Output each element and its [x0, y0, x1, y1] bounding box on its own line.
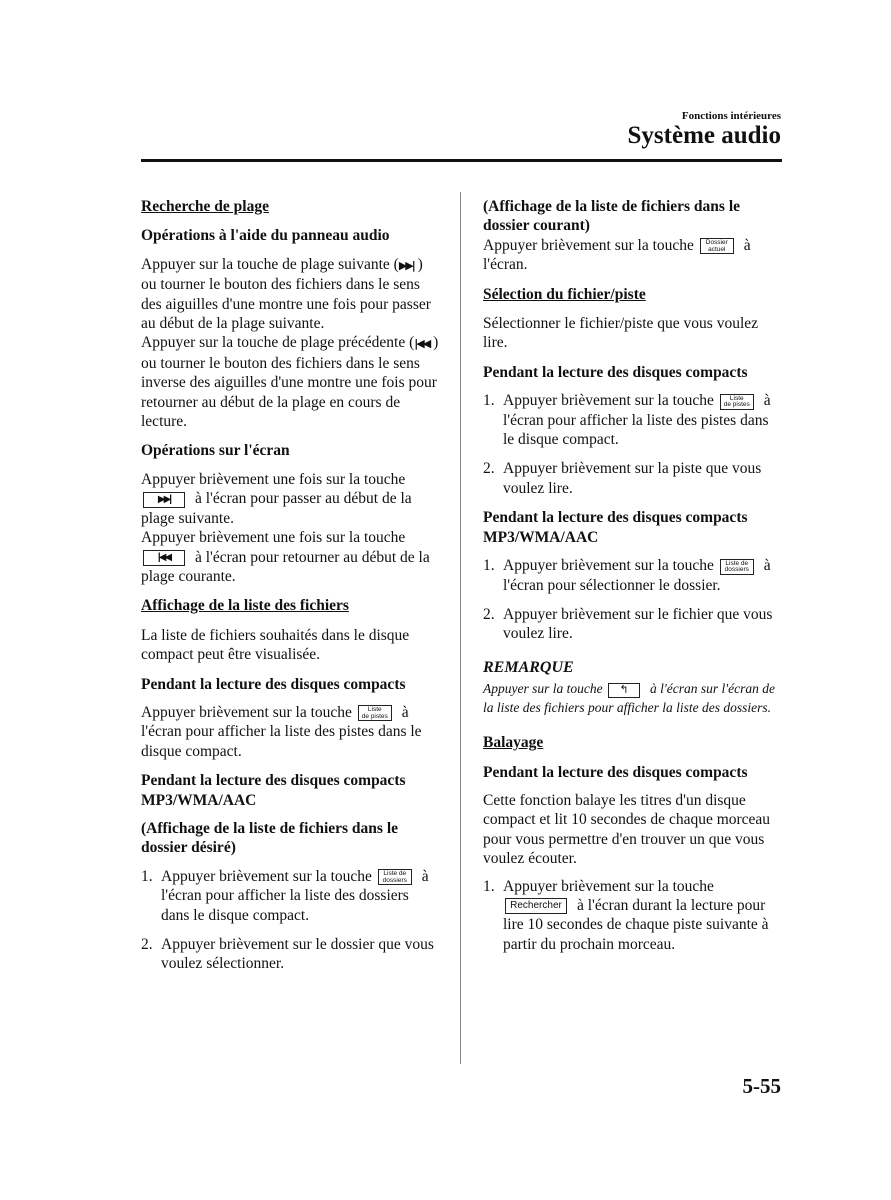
heading-during-mp3-right: Pendant la lecture des disques compacts MP3/WMA/AAC — [483, 509, 748, 546]
next-track-icon: ▶▶| — [398, 258, 414, 272]
text-screen-next-b: à l'écran pour passer au début de la plage suivante. — [141, 490, 412, 527]
text-prev-b: ) ou tourner le bouton des fichiers dans le sens inverse des aiguilles d'une montre une fois pour retourner au début de la plage en cours de lecture. — [141, 334, 439, 431]
heading-panel-operations: Opérations à l'aide du panneau audio — [141, 227, 390, 245]
text-cd-a: Appuyer brièvement sur la touche — [141, 703, 352, 721]
heading-select: Sélection du fichier/piste — [483, 285, 646, 303]
header-rule — [141, 159, 782, 162]
page-title: Système audio — [627, 122, 781, 149]
list-item: 1. Appuyer brièvement sur la touche Liste de dossiers à l'écran pour afficher la liste des dossiers dans le disque compact. — [141, 867, 429, 924]
text-screen-prev-b: à l'écran pour retourner au début de la plage courante. — [141, 548, 430, 585]
text-next-a: Appuyer sur la touche de plage suivante ( — [141, 255, 399, 273]
text-screen-prev-a: Appuyer brièvement une fois sur la touche — [141, 529, 406, 547]
heading-during-cd-right: Pendant la lecture des disques compacts — [483, 363, 748, 381]
text-screen-next-a: Appuyer brièvement une fois sur la touche — [141, 470, 406, 488]
text-next-b: ) ou tourner le bouton des fichiers dans le sens des aiguilles d'une montre une fois pour passer au début de la plage suivante. — [141, 255, 431, 333]
prev-track-key-icon: |◀◀ — [143, 550, 185, 566]
list-item: 1. Appuyer brièvement sur la touche Liste de pistes à l'écran pour afficher la liste des pistes dans le disque compact. — [483, 392, 771, 449]
heading-track-search: Recherche de plage — [141, 198, 269, 215]
list-item: 2. Appuyer brièvement sur le fichier que vous voulez lire. — [483, 605, 773, 643]
heading-scan: Balayage — [483, 734, 544, 752]
text-cd-b: à l'écran pour afficher la liste des pistes dans le disque compact. — [141, 703, 422, 760]
paragraph-screen-prev — [141, 528, 441, 586]
paragraph-file-list: La liste de fichiers souhaités dans le disque compact peut être visualisée. — [141, 626, 410, 664]
left-column — [141, 197, 441, 984]
track-list-key-icon: Liste de pistes — [720, 394, 754, 410]
column-divider — [460, 192, 461, 1064]
prev-track-icon: |◀◀ — [414, 337, 430, 351]
heading-current-folder: (Affichage de la liste de fichiers dans le dossier courant) — [483, 198, 741, 235]
next-track-key-icon: ▶▶| — [143, 492, 185, 508]
folder-list-key-icon: Liste de dossiers — [720, 559, 754, 575]
mp3-steps-list — [483, 556, 783, 644]
paragraph-prev-track — [141, 333, 441, 431]
list-item: 1. Appuyer brièvement sur la touche Liste de dossiers à l'écran pour sélectionner le dossier. — [483, 557, 771, 594]
scan-key-icon: Rechercher — [505, 898, 567, 914]
cd-steps-list — [483, 391, 783, 498]
text-prev-a: Appuyer sur la touche de plage précédente ( — [141, 334, 415, 352]
paragraph-cd — [141, 703, 441, 761]
paragraph-next-track — [141, 255, 441, 334]
heading-file-list: Affichage de la liste des fichiers — [141, 597, 349, 615]
heading-screen-operations: Opérations sur l'écran — [141, 442, 290, 460]
heading-during-cd: Pendant la lecture des disques compacts — [141, 675, 406, 693]
note-heading: REMARQUE — [483, 658, 574, 676]
scan-steps-list — [483, 877, 783, 955]
list-item: 2. Appuyer brièvement sur le dossier que vous voulez sélectionner. — [141, 936, 434, 973]
list-item: 1. Appuyer brièvement sur la touche Rechercher à l'écran durant la lecture pour lire 10 secondes de chaque piste suivante à partir du prochain morceau. — [483, 877, 769, 953]
heading-during-mp3: Pendant la lecture des disques compacts MP3/WMA/AAC — [141, 772, 406, 809]
folder-steps-list — [141, 867, 441, 974]
page-number: 5-55 — [742, 1074, 781, 1098]
paragraph-current-folder: Appuyer brièvement sur la touche Dossier actuel à l'écran. — [483, 236, 751, 274]
list-item: 2. Appuyer brièvement sur la piste que vous voulez lire. — [483, 460, 762, 497]
heading-scan-cd: Pendant la lecture des disques compacts — [483, 763, 748, 781]
right-column — [483, 197, 783, 964]
heading-folder-desired: (Affichage de la liste de fichiers dans le dossier désiré) — [141, 819, 399, 857]
current-folder-key-icon: Dossier actuel — [700, 238, 734, 254]
section-label: Fonctions intérieures — [681, 110, 781, 122]
paragraph-scan: Cette fonction balaye les titres d'un disque compact et lit 10 secondes de chaque morceau pour vous permettre d'en trouver un que vous voulez écouter. — [483, 791, 771, 868]
track-list-key-icon: Liste de pistes — [358, 705, 392, 721]
back-arrow-icon: ↰ — [608, 683, 640, 698]
paragraph-select: Sélectionner le fichier/piste que vous voulez lire. — [483, 315, 759, 352]
paragraph-screen-next — [141, 470, 441, 528]
note-text: Appuyer sur la touche ↰ à l'écran sur l'écran de la liste des fichiers pour afficher la liste des dossiers. — [483, 681, 775, 716]
folder-list-key-icon: Liste de dossiers — [378, 869, 412, 885]
